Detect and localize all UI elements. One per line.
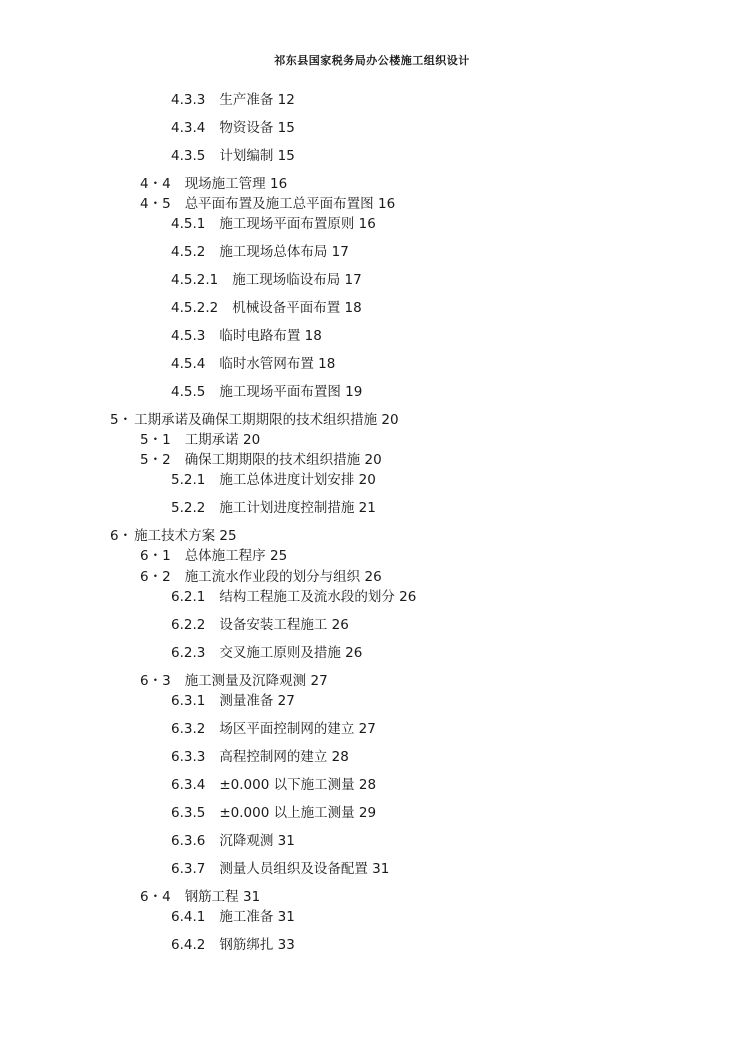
toc-entry <box>171 616 349 634</box>
toc-text: 物资设备 15 <box>219 120 295 136</box>
toc-number: 4・4 <box>140 176 171 192</box>
toc-entry <box>171 499 376 517</box>
toc-number: 6.3.5 <box>171 805 206 821</box>
toc-text: 沉降观测 31 <box>219 833 295 849</box>
toc-entry <box>171 299 362 317</box>
toc-entry <box>171 119 295 137</box>
toc-number: 4・5 <box>140 196 171 212</box>
toc-text: 工期承诺 20 <box>184 432 261 448</box>
toc-entry <box>140 568 382 586</box>
toc-text: 施工现场临设布局 17 <box>232 272 362 288</box>
toc-number: 6.3.2 <box>171 721 206 737</box>
toc-number: 5.2.2 <box>171 500 206 516</box>
toc-text: 总平面布置及施工总平面布置图 16 <box>184 196 396 212</box>
toc-number: 4.5.2.1 <box>171 272 219 288</box>
toc-text: 生产准备 12 <box>219 92 295 108</box>
toc-number: 4.5.2 <box>171 244 206 260</box>
toc-number: 6.4.2 <box>171 937 206 953</box>
toc-text: 计划编制 15 <box>219 148 295 164</box>
toc-entry <box>171 804 376 822</box>
toc-number: 4.5.1 <box>171 216 206 232</box>
toc-number: 6.3.7 <box>171 861 206 877</box>
toc-number: 5.2.1 <box>171 472 206 488</box>
toc-number: 4.3.5 <box>171 148 206 164</box>
toc-entry <box>171 588 416 606</box>
toc-entry <box>140 175 287 193</box>
toc-entry <box>171 355 335 373</box>
toc-entry <box>171 215 376 233</box>
toc-number: 4.5.3 <box>171 328 206 344</box>
toc-text: 施工准备 31 <box>219 909 295 925</box>
toc-entry <box>171 776 376 794</box>
toc-entry <box>171 644 362 662</box>
toc-text: 高程控制网的建立 28 <box>219 749 349 765</box>
toc-entry <box>171 936 295 954</box>
toc-text: 确保工期期限的技术组织措施 20 <box>184 452 382 468</box>
toc-text: 施工技术方案 25 <box>134 528 237 544</box>
toc-entry <box>140 547 287 565</box>
toc-number: 6.2.2 <box>171 617 206 633</box>
toc-number: 6・4 <box>140 889 171 905</box>
toc-text: 测量准备 27 <box>219 693 295 709</box>
toc-text: 施工流水作业段的划分与组织 26 <box>184 569 382 585</box>
toc-entry <box>171 860 389 878</box>
toc-text: ±0.000 以上施工测量 29 <box>219 805 377 821</box>
toc-entry <box>171 327 322 345</box>
toc-entry <box>171 271 362 289</box>
toc-number: 6・3 <box>140 673 171 689</box>
toc-text: 钢筋绑扎 33 <box>219 937 295 953</box>
toc-entry <box>171 471 376 489</box>
toc-number: 4.5.2.2 <box>171 300 219 316</box>
toc-entry <box>171 243 349 261</box>
toc-text: 结构工程施工及流水段的划分 26 <box>219 589 417 605</box>
toc-entry <box>171 383 362 401</box>
toc-entry <box>171 91 295 109</box>
toc-number: 6.4.1 <box>171 909 206 925</box>
toc-text: 总体施工程序 25 <box>184 548 288 564</box>
toc-number: 4.3.3 <box>171 92 206 108</box>
toc-text: 施工总体进度计划安排 20 <box>219 472 376 488</box>
toc-text: 现场施工管理 16 <box>184 176 288 192</box>
toc-number: 6・2 <box>140 569 171 585</box>
toc-entry <box>140 672 328 690</box>
toc-text: 施工现场总体布局 17 <box>219 244 349 260</box>
toc-number: 4.5.5 <box>171 384 206 400</box>
toc-number: 6.2.3 <box>171 645 206 661</box>
toc-text: ±0.000 以下施工测量 28 <box>219 777 377 793</box>
toc-entry <box>140 431 260 449</box>
toc-text: 临时电路布置 18 <box>219 328 322 344</box>
toc-number: 6.3.3 <box>171 749 206 765</box>
toc-number: 4.5.4 <box>171 356 206 372</box>
toc-entry <box>171 692 295 710</box>
toc-number: 5・1 <box>140 432 171 448</box>
toc-text: 交叉施工原则及措施 26 <box>219 645 363 661</box>
toc-entry <box>140 888 260 906</box>
toc-number: 6.2.1 <box>171 589 206 605</box>
toc-text: 场区平面控制网的建立 27 <box>219 721 376 737</box>
toc-text: 施工现场平面布置图 19 <box>219 384 363 400</box>
toc-entry <box>171 147 295 165</box>
toc-number: 6.3.6 <box>171 833 206 849</box>
toc-text: 机械设备平面布置 18 <box>232 300 362 316</box>
toc-text: 设备安装工程施工 26 <box>219 617 349 633</box>
toc-number: 4.3.4 <box>171 120 206 136</box>
toc-text: 测量人员组织及设备配置 31 <box>219 861 390 877</box>
toc-entry <box>110 527 237 545</box>
page-header: 祁东县国家税务局办公楼施工组织设计 <box>274 54 470 67</box>
toc-text: 工期承诺及确保工期期限的技术组织措施 20 <box>134 412 399 428</box>
toc-text: 临时水管网布置 18 <box>219 356 336 372</box>
toc-number: 5・ <box>110 412 133 428</box>
toc-entry <box>171 832 295 850</box>
toc-entry <box>140 195 395 213</box>
toc-text: 施工现场平面布置原则 16 <box>219 216 376 232</box>
toc-entry <box>140 451 382 469</box>
toc-number: 5・2 <box>140 452 171 468</box>
toc-number: 6・1 <box>140 548 171 564</box>
toc-text: 施工测量及沉降观测 27 <box>184 673 328 689</box>
toc-number: 6・ <box>110 528 133 544</box>
toc-entry <box>171 720 376 738</box>
toc-text: 钢筋工程 31 <box>184 889 261 905</box>
toc-entry <box>110 411 399 429</box>
toc-number: 6.3.4 <box>171 777 206 793</box>
toc-text: 施工计划进度控制措施 21 <box>219 500 376 516</box>
toc-entry <box>171 748 349 766</box>
toc-entry <box>171 908 295 926</box>
toc-number: 6.3.1 <box>171 693 206 709</box>
